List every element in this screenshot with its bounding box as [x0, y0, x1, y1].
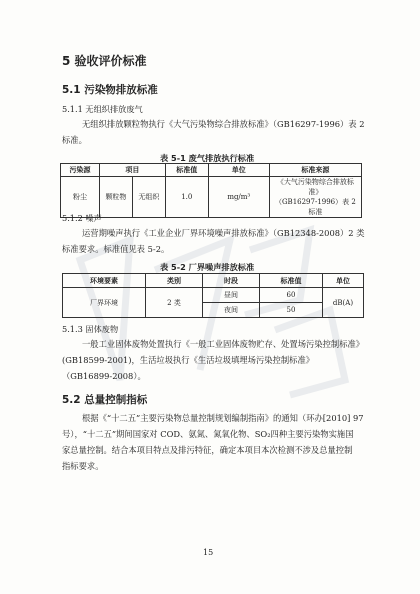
page-number: 15: [203, 548, 214, 557]
table-header-cell: 标准值: [260, 274, 323, 288]
table-cell: 昼间: [203, 288, 260, 303]
paragraph-exhaust-line2: 标准。: [62, 135, 87, 145]
table-header-cell: 项目: [100, 164, 166, 177]
heading-5-1-2: 5.1.2 噪声: [62, 213, 102, 223]
table-5-1-caption: 表 5-1 废气排放执行标准: [160, 153, 255, 163]
heading-5-1-3: 5.1.3 固体废物: [62, 324, 119, 334]
table-header-cell: 标准来源: [269, 164, 361, 177]
exhaust-standard-table: [60, 163, 362, 218]
paragraph-total-line1: 根据《“十二五”主要污染物总量控制规划编制指南》的通知（环办[2010] 97: [82, 413, 364, 423]
reference-line: 《大气污染物综合排放标准》: [276, 178, 354, 196]
table-cell: 颗粒物: [100, 177, 133, 218]
table-cell: 厂界环境: [63, 288, 146, 318]
subsection-title-5-1: 5.1 污染物排放标准: [62, 84, 158, 96]
table-header-cell: 污染源: [61, 164, 100, 177]
table-cell-reference: [269, 177, 361, 218]
table-cell: 无组织: [132, 177, 165, 218]
section-title: 5 验收评价标准: [62, 54, 147, 68]
table-header-cell: 单位: [208, 164, 269, 177]
reference-line: （GB16297-1996）表 2 标准: [274, 198, 356, 216]
paragraph-waste-line2: (GB18599-2001)，生活垃圾执行《生活垃圾填埋场污染控制标准》: [62, 355, 315, 365]
table-5-2-caption: 表 5-2 厂界噪声排放标准: [160, 262, 255, 272]
table-cell: 1.0: [165, 177, 208, 218]
paragraph-waste-line3: （GB16899-2008）。: [62, 371, 146, 381]
paragraph-total-line2: 号），“十二五”期间国家对 COD、氨氮、氮氧化物、SO₂四种主要污染物实施国: [62, 429, 354, 439]
table-header-cell: 标准值: [165, 164, 208, 177]
table-header-cell: 单位: [323, 274, 364, 288]
paragraph-waste-line1: 一般工业固体废物处置执行《一般工业固体废物贮存、处置场污染控制标准》: [82, 339, 365, 349]
subsection-title-5-2: 5.2 总量控制指标: [62, 394, 148, 406]
table-cell: 2 类: [146, 288, 203, 318]
table-header-cell: 环境要素: [63, 274, 146, 288]
noise-standard-table: [62, 273, 364, 318]
paragraph-noise-line1: 运营期噪声执行《工业企业厂界环境噪声排放标准》（GB12348-2008）2 类: [82, 228, 365, 238]
paragraph-total-line4: 指标要求。: [62, 461, 104, 471]
table-header-cell: 类别: [146, 274, 203, 288]
table-cell: 50: [260, 303, 323, 318]
table-cell: 夜间: [203, 303, 260, 318]
table-cell: mg/m³: [208, 177, 269, 218]
table-cell: 粉尘: [61, 177, 100, 218]
paragraph-total-line3: 家总量控制。结合本项目特点及排污特征，确定本项目本次检测不涉及总量控制: [62, 445, 353, 455]
paragraph-noise-line2: 标准要求。标准值见表 5-2。: [62, 244, 170, 254]
heading-5-1-1: 5.1.1 无组织排放废气: [62, 104, 143, 114]
table-cell: dB(A): [323, 288, 364, 318]
table-cell: 60: [260, 288, 323, 303]
paragraph-exhaust-line1: 无组织排放颗粒物执行《大气污染物综合排放标准》（GB16297-1996）表 2: [82, 119, 365, 129]
table-header-cell: 时段: [203, 274, 260, 288]
